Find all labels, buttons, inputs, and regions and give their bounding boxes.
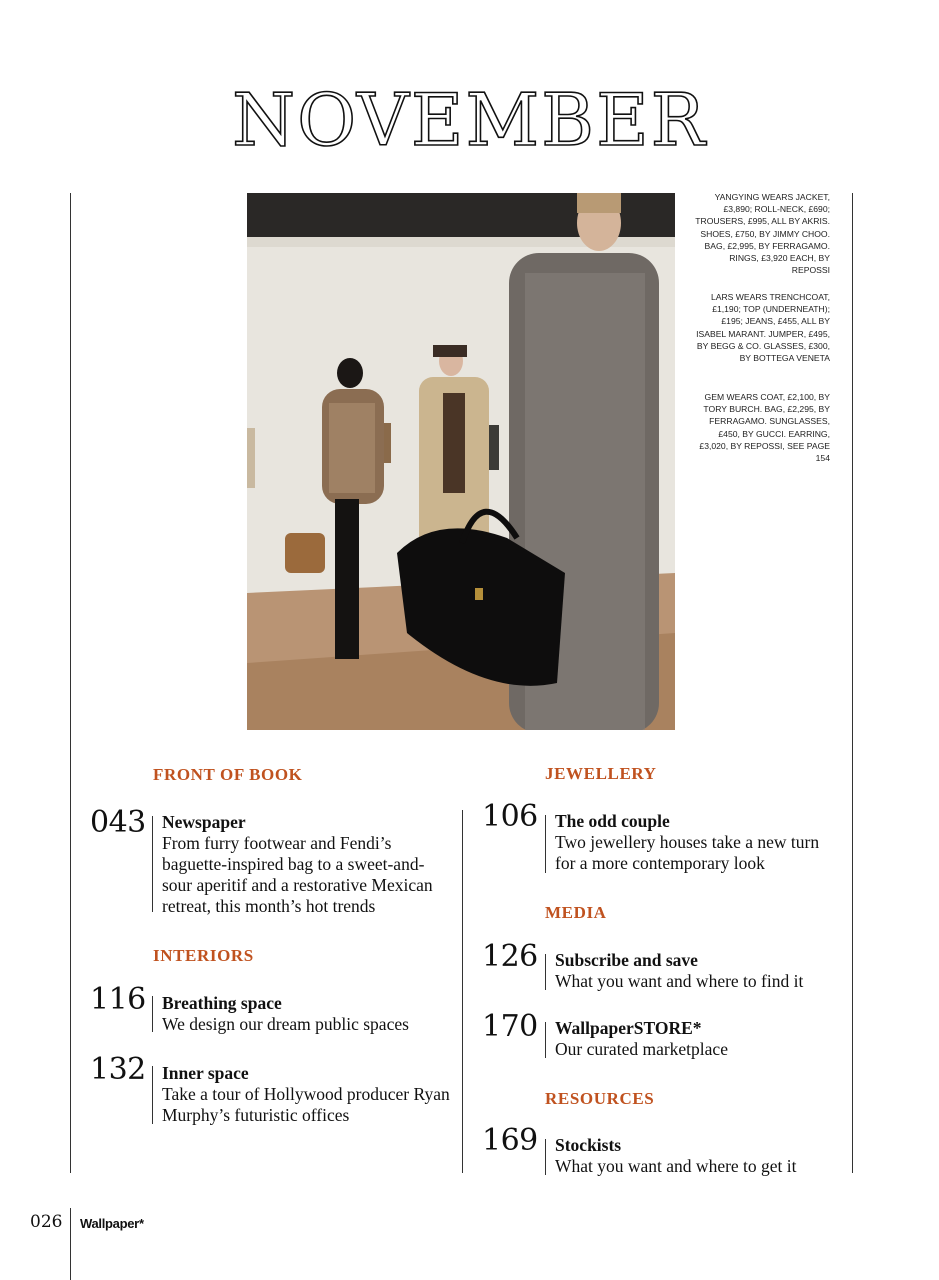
entry-description: Two jewellery houses take a new turn for a more contemporary look — [555, 832, 820, 873]
page-number: 043 — [90, 805, 146, 840]
entry-title: Inner space — [162, 1063, 249, 1083]
toc-entry-inner-space[interactable] — [162, 1063, 452, 1126]
entry-title: Newspaper — [162, 812, 246, 832]
entry-description: Our curated marketplace — [555, 1039, 728, 1059]
footer-rule — [70, 1208, 71, 1280]
photo-caption-3: GEM WEARS COAT, £2,100, BY TORY BURCH. BAG, £2,295, BY FERRAGAMO. SUNGLASSES, £450, BY GUCCI. EARRING, £3,020, BY REPOSSI, SEE PAGE 154 — [699, 392, 830, 464]
section-heading-resources: RESOURCES — [545, 1089, 655, 1108]
entry-rule — [545, 1139, 546, 1175]
toc-entry-stockists[interactable] — [555, 1135, 840, 1177]
entry-rule — [152, 996, 153, 1032]
toc-entry-breathing-space[interactable] — [162, 993, 452, 1035]
left-column-rule — [70, 193, 71, 1173]
page-title: NOVEMBER — [232, 78, 707, 162]
entry-description: We design our dream public spaces — [162, 1014, 409, 1034]
toc-entry-the-odd-couple[interactable] — [555, 811, 840, 874]
toc-entry-subscribe-and-save[interactable] — [555, 950, 840, 992]
section-heading-front-of-book: FRONT OF BOOK — [153, 765, 303, 784]
section-heading-media: MEDIA — [545, 903, 607, 922]
entry-title: Stockists — [555, 1135, 622, 1155]
entry-description: From furry footwear and Fendi’s baguette-inspired bag to a sweet-and-sour aperitif and a restorative Mexican retreat, this month’s hot trends — [162, 833, 433, 916]
right-column-rule — [852, 193, 853, 1173]
page-number: 116 — [90, 982, 146, 1017]
photo-caption-2: LARS WEARS TRENCHCOAT, £1,190; TOP (UNDERNEATH); £195; JEANS, £455, ALL BY ISABEL MARANT. JUMPER, £495, BY BEGG & CO. GLASSES, £300, BY BOTTEGA VENETA — [696, 292, 830, 364]
toc-entry-wallpaperstore[interactable] — [555, 1018, 840, 1060]
page-number: 169 — [482, 1123, 538, 1158]
toc-entry-newspaper[interactable] — [162, 812, 452, 917]
entry-title: Subscribe and save — [555, 950, 698, 970]
page-folio: 026 — [30, 1212, 63, 1232]
entry-rule — [545, 954, 546, 990]
photo-illustration — [247, 193, 675, 730]
middle-column-rule — [462, 810, 463, 1173]
entry-description: Take a tour of Hollywood producer Ryan Murphy’s futuristic offices — [162, 1084, 450, 1125]
section-heading-interiors: INTERIORS — [153, 946, 254, 965]
feature-photo — [247, 193, 675, 730]
entry-description: What you want and where to find it — [555, 971, 804, 991]
entry-description: What you want and where to get it — [555, 1156, 797, 1176]
section-heading-jewellery: JEWELLERY — [545, 764, 657, 783]
entry-title: The odd couple — [555, 811, 670, 831]
entry-rule — [152, 1066, 153, 1124]
entry-rule — [152, 816, 153, 912]
entry-rule — [545, 1022, 546, 1058]
entry-rule — [545, 815, 546, 873]
photo-caption-1: YANGYING WEARS JACKET, £3,890; ROLL-NECK, £690; TROUSERS, £995, ALL BY AKRIS. SHOES, £750, BY JIMMY CHOO. BAG, £2,995, BY FERRAGAMO. RINGS, £3,920 EACH, BY REPOSSI — [695, 192, 830, 276]
entry-title: WallpaperSTORE* — [555, 1018, 702, 1038]
brand-logo: Wallpaper* — [80, 1216, 144, 1231]
page-number: 170 — [482, 1009, 538, 1044]
page-number: 132 — [90, 1052, 146, 1087]
page-number: 106 — [482, 799, 538, 834]
entry-title: Breathing space — [162, 993, 282, 1013]
page-number: 126 — [482, 939, 538, 974]
